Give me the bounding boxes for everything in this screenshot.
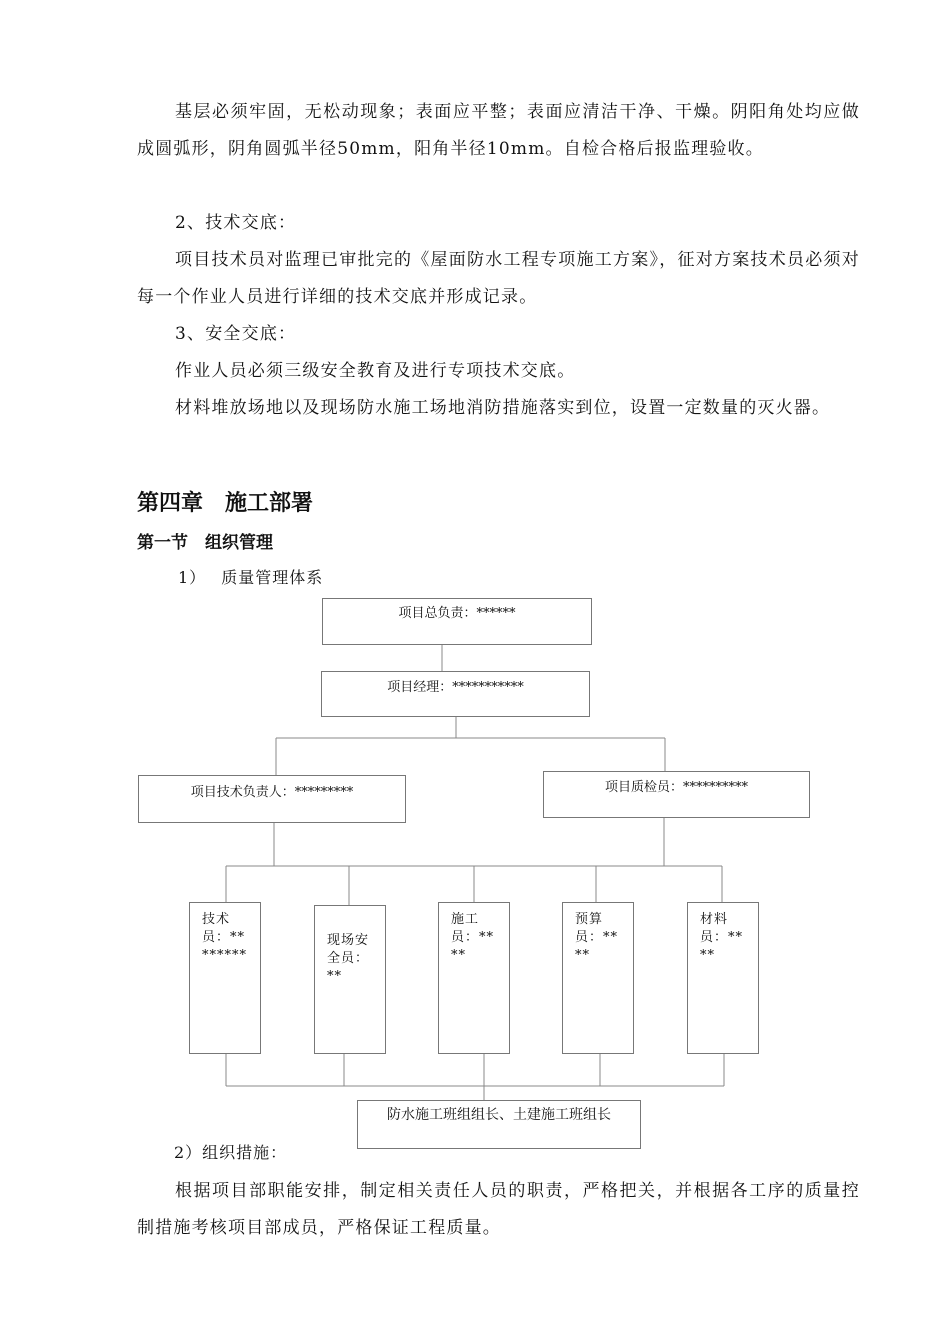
heading-technical-briefing: 2、技术交底：: [175, 213, 297, 233]
paragraph-safety-education: 作业人员必须三级安全教育及进行专项技术交底。: [175, 361, 576, 381]
org-label-project-director: 项目总负责：******: [398, 606, 516, 621]
org-label-budget-officer: 预算员：****: [575, 912, 619, 963]
org-box-project-manager: [321, 671, 590, 717]
org-box-budget-officer: [562, 902, 634, 1054]
org-box-team-leaders: [357, 1100, 641, 1149]
chapter-title: 第四章 施工部署: [137, 491, 314, 516]
org-box-materials-officer: [687, 902, 759, 1054]
org-label-materials-officer: 材料员：****: [700, 912, 744, 963]
org-label-quality-inspector: 项目质检员：**********: [604, 780, 748, 795]
org-label-project-manager: 项目经理：***********: [387, 680, 524, 695]
org-label-technical-lead: 项目技术负责人：*********: [190, 785, 354, 800]
org-label-construction-worker: 施工员：****: [451, 912, 495, 963]
org-box-project-director: [322, 598, 592, 645]
org-box-technical-lead: [138, 775, 406, 823]
subsection-organizational-measures: 2）组织措施：: [174, 1143, 288, 1162]
subsection-quality-system: 1） 质量管理体系: [178, 568, 324, 587]
org-label-site-safety-officer: 现场安全员：**: [327, 933, 370, 984]
org-box-quality-inspector: [543, 771, 810, 818]
org-label-technician: 技术员：********: [202, 912, 247, 963]
heading-safety-briefing: 3、安全交底：: [175, 324, 297, 344]
org-box-construction-worker: [438, 902, 510, 1054]
org-box-technician: [189, 902, 261, 1054]
org-label-team-leaders: 防水施工班组组长、土建施工班组长: [387, 1107, 611, 1123]
section-title: 第一节 组织管理: [137, 533, 273, 553]
paragraph-base-requirements: 基层必须牢固，无松动现象；表面应平整；表面应清洁干净、干燥。阴阳角处均应做成圆弧形，阴角圆弧半径50mm，阳角半径10mm。自检合格后报监理验收。: [137, 102, 860, 159]
paragraph-technical-briefing: 项目技术员对监理已审批完的《屋面防水工程专项施工方案》，征对方案技术员必须对每一个作业人员进行详细的技术交底并形成记录。: [137, 250, 860, 307]
paragraph-organizational-measures: 根据项目部职能安排，制定相关责任人员的职责，严格把关，并根据各工序的质量控制措施考核项目部成员，严格保证工程质量。: [137, 1181, 860, 1238]
paragraph-fire-safety: 材料堆放场地以及现场防水施工场地消防措施落实到位，设置一定数量的灭火器。: [175, 398, 831, 418]
org-box-site-safety-officer: [314, 905, 386, 1054]
